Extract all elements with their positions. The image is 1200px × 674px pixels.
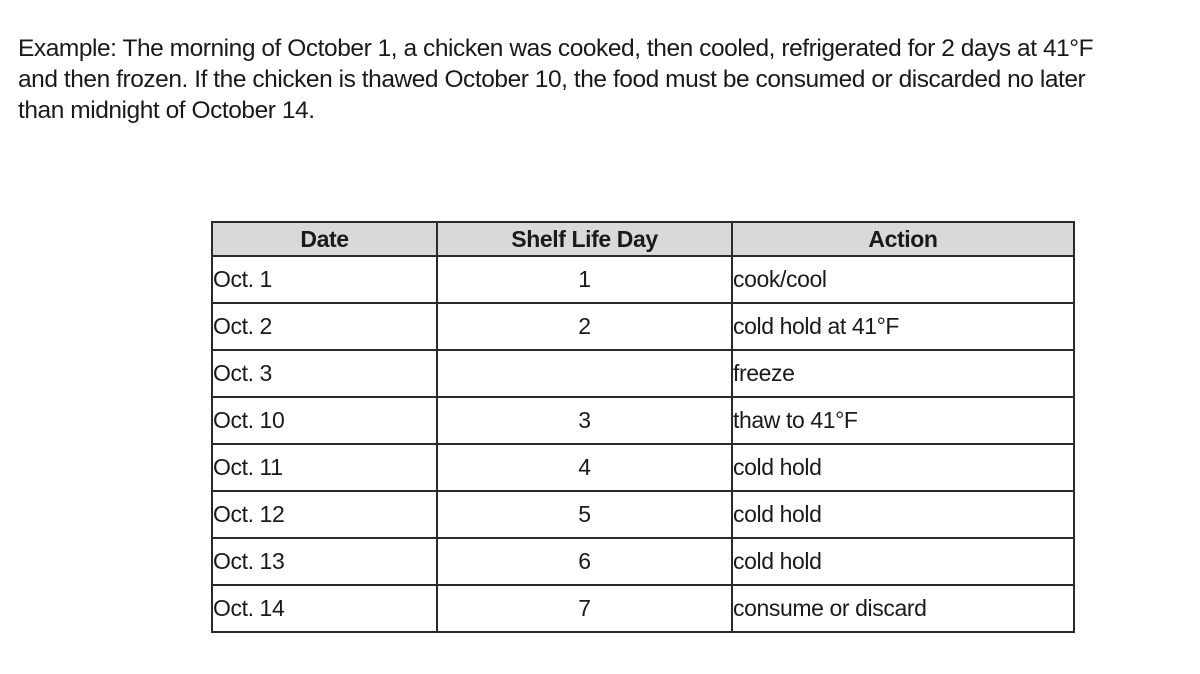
table-row: [212, 303, 1074, 350]
table-row: [212, 538, 1074, 585]
example-line-1: Example: The morning of October 1, a chicken was cooked, then cooled, refrigerated for 2 days at 41°F: [18, 35, 1094, 62]
shelf-life-day-cell: 3: [437, 397, 732, 444]
example-line-2: and then frozen. If the chicken is thawed October 10, the food must be consumed or discarded no later: [18, 66, 1086, 93]
table-row: [212, 397, 1074, 444]
table-row: [212, 444, 1074, 491]
date-cell: Oct. 12: [212, 491, 437, 538]
table-row: [212, 256, 1074, 303]
shelf-life-day-cell: 5: [437, 491, 732, 538]
table-row: [212, 350, 1074, 397]
action-cell: freeze: [732, 350, 1074, 397]
example-line-3: than midnight of October 14.: [18, 97, 315, 124]
date-cell: Oct. 11: [212, 444, 437, 491]
action-cell: consume or discard: [732, 585, 1074, 632]
date-cell: Oct. 2: [212, 303, 437, 350]
date-cell: Oct. 13: [212, 538, 437, 585]
action-cell: cold hold: [732, 444, 1074, 491]
action-cell: cold hold at 41°F: [732, 303, 1074, 350]
header-action: Action: [732, 222, 1074, 256]
header-date: Date: [212, 222, 437, 256]
action-cell: cook/cool: [732, 256, 1074, 303]
shelf-life-day-cell: 1: [437, 256, 732, 303]
table-header-row: [212, 222, 1074, 256]
shelf-life-table: [211, 221, 1075, 633]
shelf-life-day-cell: 6: [437, 538, 732, 585]
table-row: [212, 585, 1074, 632]
table-row: [212, 491, 1074, 538]
action-cell: cold hold: [732, 491, 1074, 538]
date-cell: Oct. 14: [212, 585, 437, 632]
shelf-life-day-cell: 4: [437, 444, 732, 491]
shelf-life-day-cell: 7: [437, 585, 732, 632]
shelf-life-day-cell: [437, 350, 732, 397]
action-cell: thaw to 41°F: [732, 397, 1074, 444]
date-cell: Oct. 3: [212, 350, 437, 397]
date-cell: Oct. 10: [212, 397, 437, 444]
example-paragraph: [18, 33, 1188, 126]
date-cell: Oct. 1: [212, 256, 437, 303]
header-shelf-life-day: Shelf Life Day: [437, 222, 732, 256]
shelf-life-day-cell: 2: [437, 303, 732, 350]
action-cell: cold hold: [732, 538, 1074, 585]
